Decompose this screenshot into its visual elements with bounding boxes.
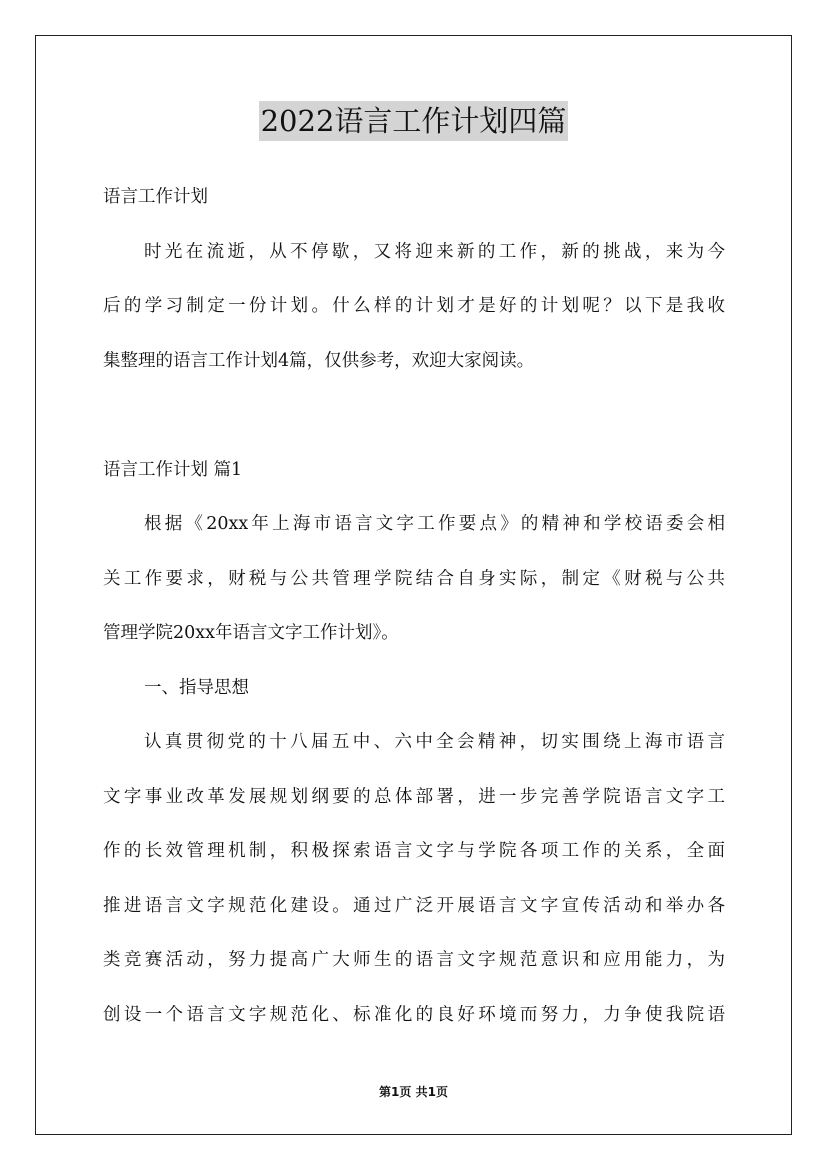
section-paragraph-line: 作的长效管理机制，积极探索语言文字与学院各项工作的关系，全面 [103, 841, 725, 861]
section-paragraph-line: 创设一个语言文字规范化、标准化的良好环境而努力，力争使我院语 [103, 1004, 725, 1025]
section-paragraph-line: 推进语言文字规范化建设。通过广泛开展语言文字宣传活动和举办各 [103, 895, 725, 916]
section-paragraph-line: 管理学院20xx年语言文字工作计划》。 [103, 623, 399, 643]
section-paragraph-line: 关工作要求，财税与公共管理学院结合自身实际，制定《财税与公共 [103, 568, 725, 589]
intro-paragraph-line: 后的学习制定一份计划。什么样的计划才是好的计划呢？以下是我收 [103, 296, 725, 316]
intro-paragraph-line: 集整理的语言工作计划4篇，仅供参考，欢迎大家阅读。 [103, 350, 535, 371]
section-paragraph-line: 认真贯彻党的十八届五中、六中全会精神，切实围绕上海市语言 [144, 732, 725, 752]
document-title-wrapper [0, 101, 827, 141]
section-paragraph-line: 根据《20xx年上海市语言文字工作要点》的精神和学校语委会相 [144, 514, 725, 534]
section-heading: 语言工作计划 篇1 [103, 459, 243, 480]
intro-heading: 语言工作计划 [103, 187, 208, 207]
paragraph-gap [103, 388, 725, 443]
subheading: 一、指导思想 [144, 677, 249, 698]
footer-page-total: 1 [427, 1085, 436, 1099]
footer-suffix: 页 [435, 1085, 448, 1099]
footer-mid: 页 共 [399, 1085, 428, 1099]
section-paragraph-line: 文字事业改革发展规划纲要的总体部署，进一步完善学院语言文字工 [103, 786, 725, 807]
document-body [103, 170, 725, 1042]
document-title: 2022语言工作计划四篇 [259, 101, 569, 141]
footer-prefix: 第 [379, 1085, 392, 1099]
section-paragraph-line: 类竞赛活动，努力提高广大师生的语言文字规范意识和应用能力，为 [103, 950, 725, 970]
footer-page-current: 1 [391, 1085, 400, 1099]
page-footer [0, 1083, 827, 1100]
intro-paragraph-line: 时光在流逝，从不停歇，又将迎来新的工作，新的挑战，来为今 [144, 241, 725, 262]
